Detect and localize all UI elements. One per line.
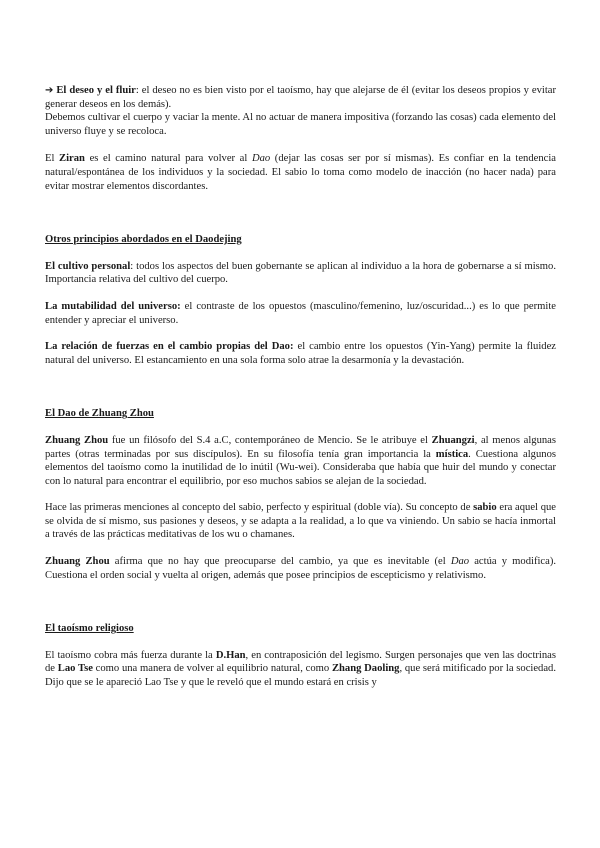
document-page — [45, 84, 556, 690]
arrow-right-icon: ➔ — [45, 85, 54, 96]
heading-otros-principios: Otros principios abordados en el Daodejing — [45, 234, 242, 246]
paragraph-zhuang-zhou-cambio: Zhuang Zhou afirma que no hay que preocuparse del cambio, ya que es inevitable (el Dao actúa y modifica). Cuestiona el orden social y vuelta al origen, además que posee principios de escepticismo y relativismo. — [45, 556, 556, 581]
paragraph-relacion-fuerzas: La relación de fuerzas en el cambio propias del Dao: el cambio entre los opuestos (Yin-Yang) permite la fluidez natural del universo. El estancamiento en una sola forma solo atrae la desarmonía y la devastación. — [45, 341, 557, 366]
heading-taoismo-religioso: El taoísmo religioso — [45, 623, 134, 635]
term-dao: Dao — [251, 153, 271, 165]
paragraph-concepto-sabio: Hace las primeras menciones al concepto del sabio, perfecto y espiritual (doble vía). Su concepto de sabio era aquel que se olvida de sí mismo, sus pasiones y deseos, y se adapta a la realidad, a lo que va viniendo. Un sabio se hacía inmortal a través de las prácticas meditativas de los wu o chamanes. — [45, 502, 556, 541]
paragraph-mutabilidad: La mutabilidad del universo: el contraste de los opuestos (masculino/femenino, luz/oscuridad...) es lo que permite entender y apreciar el universo. — [45, 300, 556, 326]
term-ziran: Ziran — [59, 153, 85, 165]
paragraph-cultivo-personal: El cultivo personal: todos los aspectos del buen gobernante se aplican al individuo a la hora de gobernarse a sí mismo. Importancia relativa del cultivo del cuerpo. — [45, 260, 556, 286]
term-deseo-fluir: El deseo y el fluir — [56, 85, 136, 96]
paragraph-deseo-fluir: ➔ El deseo y el fluir: el deseo no es bien visto por el taoísmo, hay que alejarse de él (evitar los deseos propios y evitar generar deseos en los demás). — [45, 85, 556, 110]
paragraph-zhuang-zhou-bio: Zhuang Zhou fue un filósofo del S.4 a.C, contemporáneo de Mencio. Se le atribuye el Zhuangzi, al menos algunas partes (otras terminadas por sus discípulos). En su filosofía tenía gran importancia la mística. Cuestiona algunos elementos del taoísmo como la inutilidad de lo inútil (Wu-wei). Consideraba que había que huir del mundo y conectar con lo natural para encontrar el equilibrio, por eso muchos sabios se alejan de la sociedad. — [45, 434, 556, 487]
paragraph-taoismo-religioso: El taoísmo cobra más fuerza durante la D.Han, en contraposición del legismo. Surgen personajes que ven las doctrinas de Lao Tse como una manera de volver al equilibrio natural, como Zhang Daoling, que será mitificado por la sociedad. Dijo que se le apareció Lao Tse y que le reveló que el mundo estará en crisis y — [45, 649, 556, 689]
heading-dao-zhuang-zhou: El Dao de Zhuang Zhou — [45, 408, 154, 420]
paragraph-ziran: El Ziran es el camino natural para volver al Dao (dejar las cosas ser por sí mismas). Es confiar en la tendencia natural/espontánea de los individuos y la sociedad. El sabio lo toma como modelo de inacción (no hacer nada) para evitar mostrar elementos discordantes. — [45, 153, 556, 192]
paragraph-cultivar-cuerpo: Debemos cultivar el cuerpo y vaciar la mente. Al no actuar de manera impositiva (forzando las cosas) cada elemento del universo fluye y se recoloca. — [45, 112, 556, 137]
